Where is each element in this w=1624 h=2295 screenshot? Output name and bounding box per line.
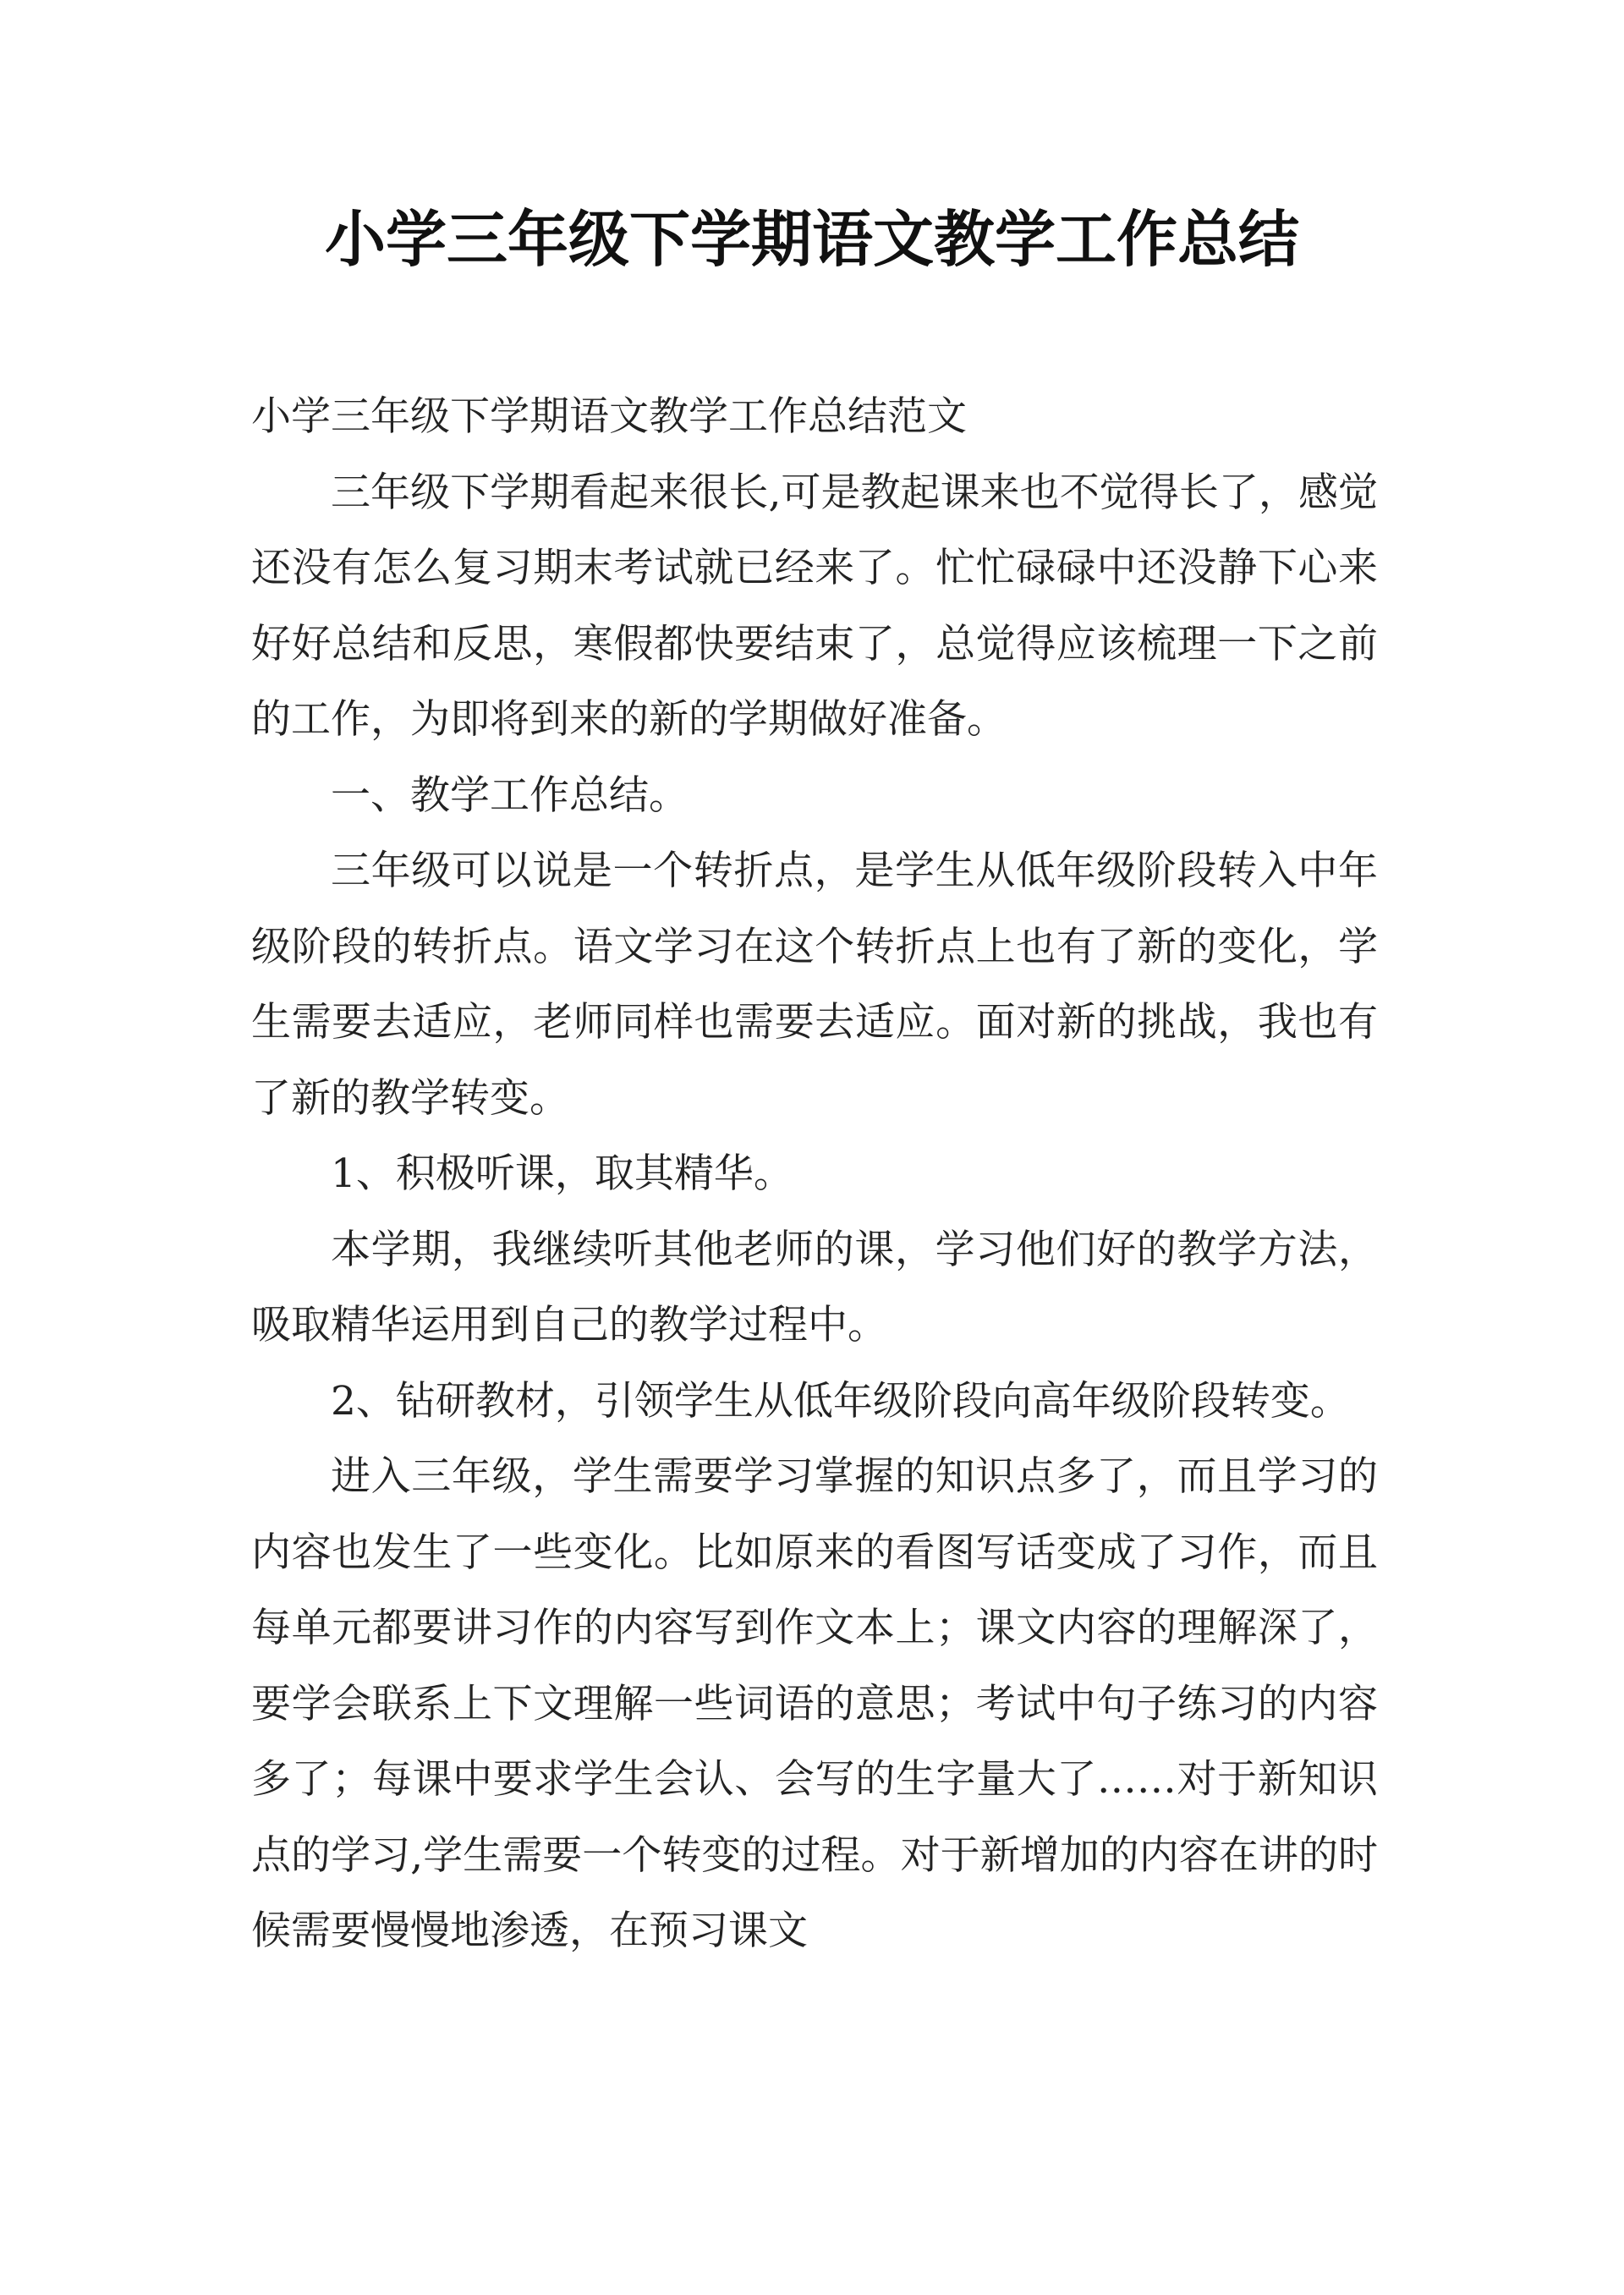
body-paragraph: 本学期，我继续听其他老师的课，学习他们好的教学方法，吸取精华运用到自己的教学过程中。: [251, 1226, 1378, 1348]
body-paragraph: 三年级可以说是一个转折点，是学生从低年级阶段转入中年级阶段的转折点。语文学习在这个转折点上也有了新的变化，学生需要去适应，老师同样也需要去适应。面对新的挑战，我也有了新的教学转变。: [251, 848, 1378, 1122]
body-paragraph: 进入三年级，学生需要学习掌握的知识点多了，而且学习的内容也发生了一些变化。比如原来的看图写话变成了习作，而且每单元都要讲习作的内容写到作文本上；课文内容的理解深了，要学会联系上下文理解一些词语的意思；考试中句子练习的内容多了；每课中要求学生会认、会写的生字量大了……对于新知识点的学习,学生需要一个转变的过程。对于新增加的内容在讲的时候需要慢慢地渗透，在预习课文: [251, 1453, 1378, 1954]
document-title: 小学三年级下学期语文教学工作总结: [324, 203, 1299, 275]
subsection-heading: 2、钻研教材，引领学生从低年级阶段向高年级阶段转变。: [331, 1377, 1350, 1425]
subsection-heading: 1、积极听课，取其精华。: [331, 1150, 793, 1197]
section-heading: 一、教学工作总结。: [331, 771, 689, 819]
body-paragraph: 三年级下学期看起来很长,可是教起课来也不觉得长了，感觉还没有怎么复习期末考试就已经来了。忙忙碌碌中还没静下心来好好总结和反思，寒假都快要结束了，总觉得应该梳理一下之前的工作，为即将到来的新的学期做好准备。: [251, 469, 1378, 743]
subtitle-paragraph: 小学三年级下学期语文教学工作总结范文: [251, 393, 967, 440]
document-body: [251, 379, 1378, 1969]
